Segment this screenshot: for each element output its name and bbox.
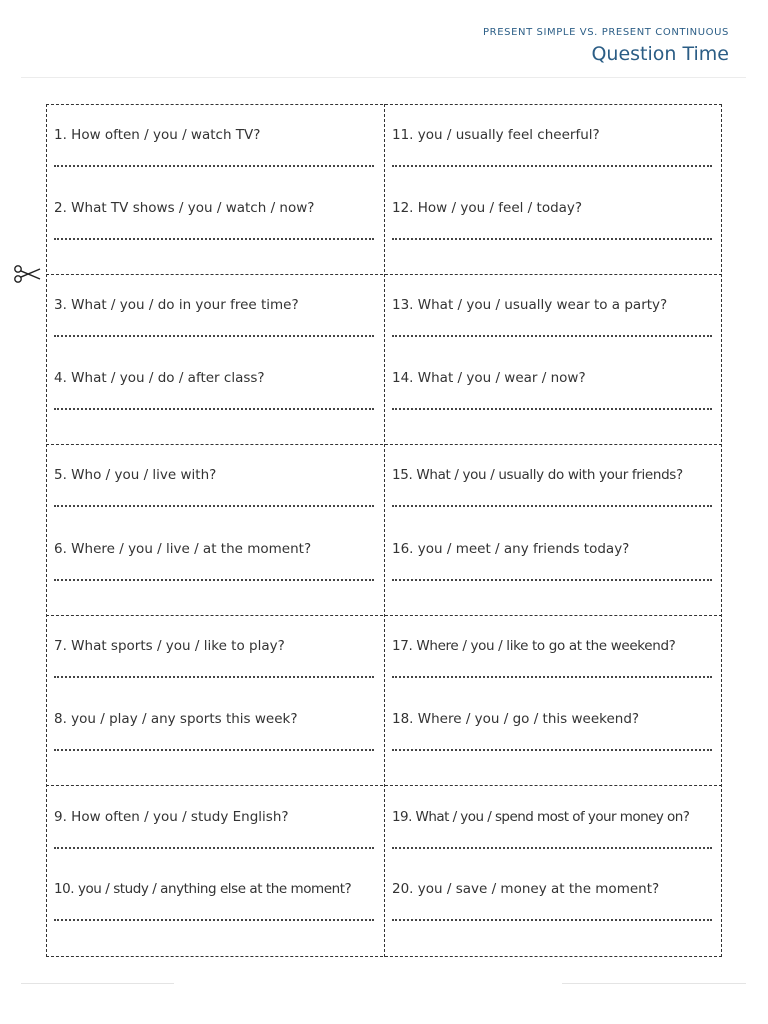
- question-item: [392, 879, 718, 899]
- question-item: [54, 295, 380, 315]
- question-item: [54, 539, 380, 559]
- question-prompt: 19. What / you / spend most of your money on?: [392, 809, 690, 825]
- question-prompt: 9. How often / you / study English?: [54, 809, 289, 825]
- question-prompt: 13. What / you / usually wear to a party?: [392, 297, 668, 313]
- question-item: [392, 368, 718, 388]
- answer-line[interactable]: [54, 847, 374, 849]
- question-prompt: 6. Where / you / live / at the moment?: [54, 541, 312, 557]
- question-prompt: 2. What TV shows / you / watch / now?: [54, 200, 315, 216]
- answer-line[interactable]: [392, 408, 712, 410]
- question-prompt: 5. Who / you / live with?: [54, 467, 217, 483]
- question-item: [54, 368, 380, 388]
- answer-line[interactable]: [54, 165, 374, 167]
- question-item: [54, 807, 380, 827]
- question-prompt: 15. What / you / usually do with your friends?: [392, 467, 683, 483]
- footer-divider: [562, 983, 746, 984]
- answer-line[interactable]: [392, 335, 712, 337]
- question-prompt: 3. What / you / do in your free time?: [54, 297, 299, 313]
- question-item: [392, 125, 718, 145]
- answer-line[interactable]: [392, 238, 712, 240]
- header-divider: [21, 77, 746, 78]
- answer-line[interactable]: [54, 676, 374, 678]
- answer-line[interactable]: [54, 408, 374, 410]
- answer-line[interactable]: [54, 505, 374, 507]
- answer-line[interactable]: [392, 165, 712, 167]
- question-prompt: 12. How / you / feel / today?: [392, 200, 583, 216]
- answer-line[interactable]: [392, 676, 712, 678]
- question-item: [392, 636, 718, 656]
- horizontal-cut-line: [46, 615, 722, 616]
- scissors-icon: [12, 262, 42, 286]
- footer-divider: [21, 983, 174, 984]
- answer-line[interactable]: [392, 505, 712, 507]
- question-item: [54, 879, 380, 899]
- vertical-cut-line: [384, 104, 385, 957]
- question-prompt: 16. you / meet / any friends today?: [392, 541, 630, 557]
- worksheet-subtitle: PRESENT SIMPLE VS. PRESENT CONTINUOUS: [483, 27, 729, 38]
- question-item: [392, 198, 718, 218]
- answer-line[interactable]: [54, 335, 374, 337]
- horizontal-cut-line: [46, 785, 722, 786]
- question-prompt: 1. How often / you / watch TV?: [54, 127, 261, 143]
- question-prompt: 8. you / play / any sports this week?: [54, 711, 298, 727]
- question-prompt: 14. What / you / wear / now?: [392, 370, 586, 386]
- question-item: [54, 125, 380, 145]
- question-item: [392, 709, 718, 729]
- cut-out-card-grid: [46, 104, 722, 957]
- question-item: [54, 636, 380, 656]
- question-prompt: 20. you / save / money at the moment?: [392, 881, 660, 897]
- question-item: [392, 807, 718, 827]
- question-item: [54, 465, 380, 485]
- question-prompt: 10. you / study / anything else at the moment?: [54, 881, 352, 897]
- question-prompt: 11. you / usually feel cheerful?: [392, 127, 600, 143]
- question-item: [392, 539, 718, 559]
- answer-line[interactable]: [392, 847, 712, 849]
- answer-line[interactable]: [54, 238, 374, 240]
- question-prompt: 4. What / you / do / after class?: [54, 370, 265, 386]
- question-item: [392, 465, 718, 485]
- answer-line[interactable]: [54, 919, 374, 921]
- horizontal-cut-line: [46, 274, 722, 275]
- horizontal-cut-line: [46, 444, 722, 445]
- question-item: [392, 295, 718, 315]
- worksheet-title: Question Time: [591, 43, 729, 65]
- answer-line[interactable]: [392, 749, 712, 751]
- answer-line[interactable]: [392, 919, 712, 921]
- question-item: [54, 198, 380, 218]
- question-prompt: 18. Where / you / go / this weekend?: [392, 711, 640, 727]
- question-prompt: 7. What sports / you / like to play?: [54, 638, 285, 654]
- answer-line[interactable]: [54, 579, 374, 581]
- answer-line[interactable]: [54, 749, 374, 751]
- question-item: [54, 709, 380, 729]
- answer-line[interactable]: [392, 579, 712, 581]
- question-prompt: 17. Where / you / like to go at the weekend?: [392, 638, 676, 654]
